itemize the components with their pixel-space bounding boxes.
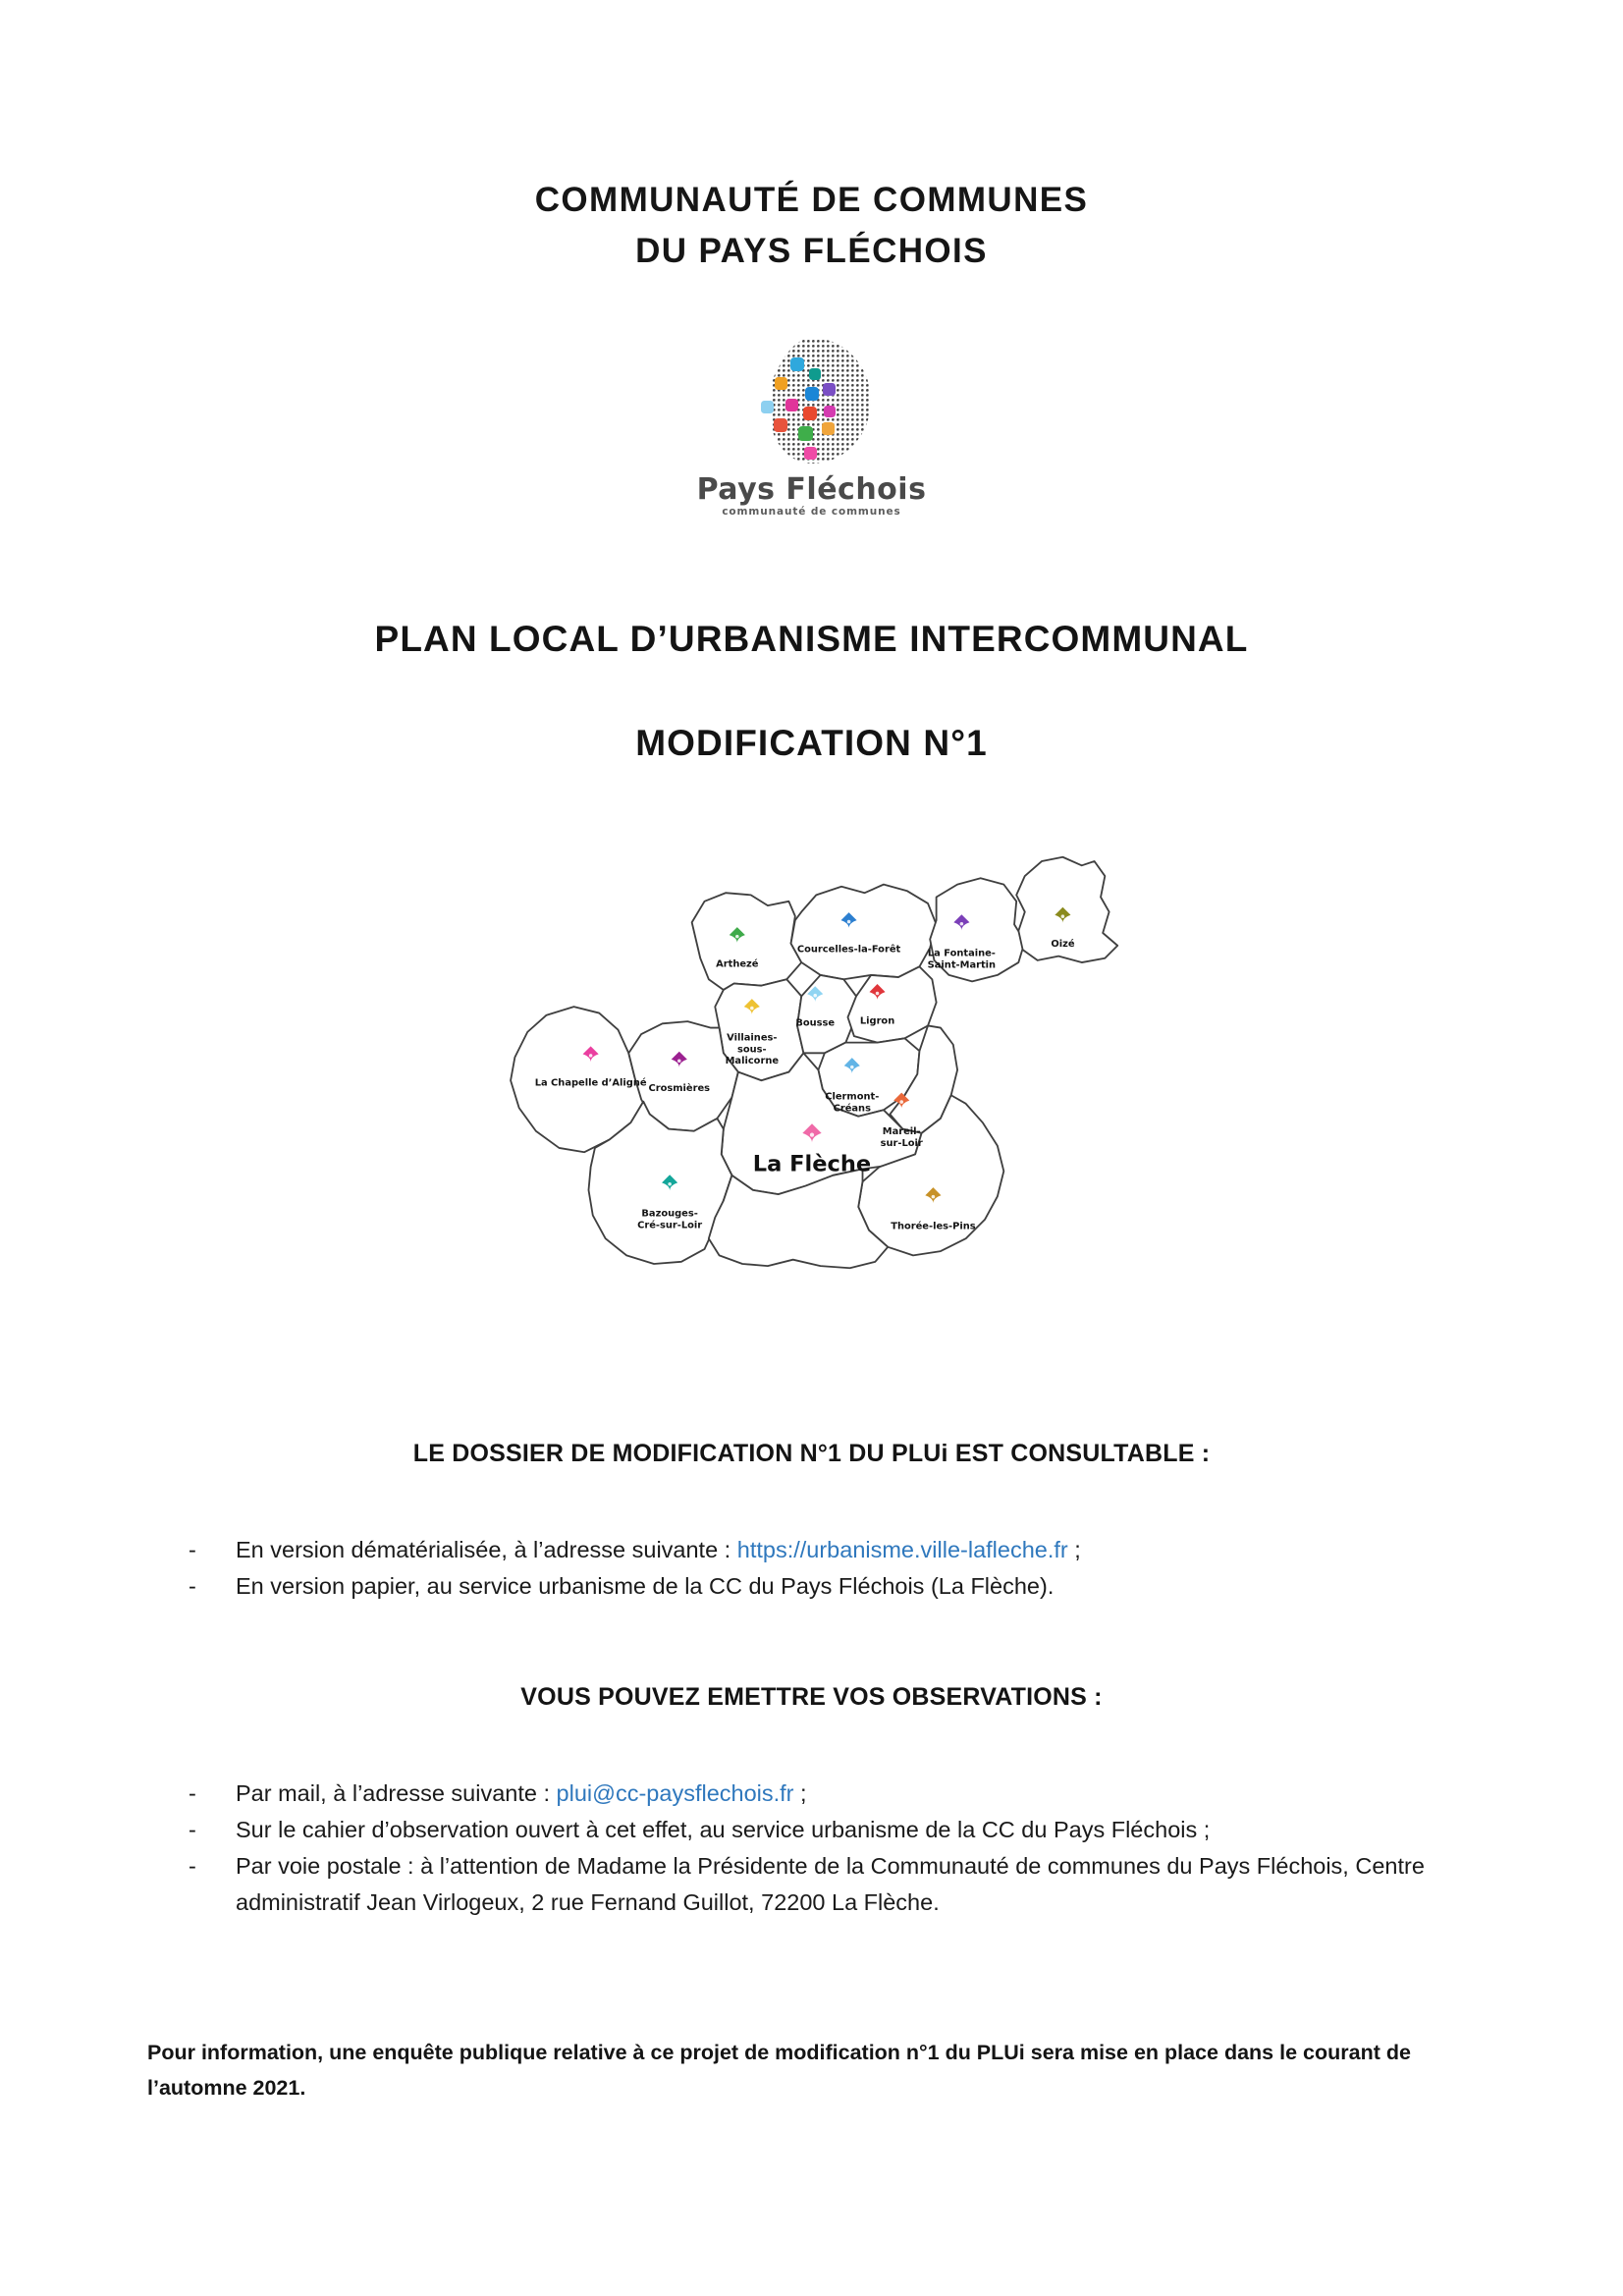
commune-label: La Flèche (752, 1151, 871, 1177)
commune-label: Bousse (794, 1017, 835, 1029)
heading-observations: VOUS POUVEZ EMETTRE VOS OBSERVATIONS : (520, 1683, 1103, 1711)
heading-consultable: LE DOSSIER DE MODIFICATION N°1 DU PLUi EST CONSULTABLE : (412, 1440, 1211, 1467)
commune-label: Thorée-les-Pins (890, 1221, 976, 1232)
commune-label: Oizé (1050, 938, 1075, 950)
list-bullet-dash: - (189, 1853, 196, 1879)
list-bullet-dash: - (189, 1780, 196, 1806)
commune-label: Courcelles-la-Forêt (796, 944, 900, 956)
document-header (0, 175, 1623, 277)
commune-label: Arthezé (715, 958, 758, 970)
list-item-text-after: ; (793, 1780, 807, 1806)
list-item-text (236, 1532, 1465, 1568)
list-item-text (236, 1848, 1465, 1921)
hyperlink[interactable]: https://urbanisme.ville-lafleche.fr (736, 1537, 1068, 1562)
pays-flechois-logo (0, 334, 1623, 518)
commune-label: Mareil-sur-Loir (880, 1125, 923, 1149)
list-bullet-dash: - (189, 1537, 196, 1562)
list-item-text (236, 1568, 1465, 1605)
list-item (189, 1848, 1465, 1921)
communes-map (0, 847, 1623, 1279)
list-item-text-before: Sur le cahier d’observation ouvert à cet effet, au service urbanisme de la CC du Pays Fléchois ; (236, 1817, 1211, 1842)
list-bullet-dash: - (189, 1573, 196, 1599)
logo-wordmark (696, 472, 927, 518)
header-line-2: DU PAYS FLÉCHOIS (635, 232, 988, 270)
list-item-text-before: Par mail, à l’adresse suivante : (236, 1780, 557, 1806)
list-item-text-before: Par voie postale : à l’attention de Madame la Présidente de la Communauté de communes du Pays Fléchois, Centre administratif Jean Virlogeux, 2 rue Fernand Guillot, 72200 La Flèche. (236, 1853, 1425, 1915)
list-item (189, 1568, 1465, 1605)
commune-label: Crosmières (648, 1082, 710, 1094)
commune-label: Bazouges-Cré-sur-Loir (636, 1208, 702, 1231)
hyperlink[interactable]: plui@cc-paysflechois.fr (556, 1780, 794, 1806)
commune-label: Villaines-sous-Malicorne (725, 1032, 779, 1067)
header-line-1: COMMUNAUTÉ DE COMMUNES (534, 181, 1089, 219)
list-item-text-after: ; (1067, 1537, 1081, 1562)
observations-list (189, 1776, 1465, 1921)
footer-note: Pour information, une enquête publique relative à ce projet de modification n°1 du PLUi sera mise en place dans le courant de l’automne 2021. (147, 2041, 1411, 2100)
list-item-text (236, 1776, 1465, 1812)
commune-label: La Chapelle d’Aligné (534, 1077, 647, 1089)
list-item (189, 1776, 1465, 1812)
commune-label: Clermont-Créans (824, 1091, 879, 1115)
list-item-text (236, 1812, 1465, 1848)
commune-label: La Fontaine-Saint-Martin (927, 948, 996, 971)
list-bullet-dash: - (189, 1817, 196, 1842)
logo-wordmark-tagline: communauté de communes (722, 506, 901, 518)
list-item-text-before: En version dématérialisée, à l’adresse suivante : (236, 1537, 737, 1562)
list-item-text-before: En version papier, au service urbanisme de la CC du Pays Fléchois (La Flèche). (236, 1573, 1055, 1599)
logo-sphere-icon (747, 334, 877, 467)
list-item (189, 1532, 1465, 1568)
page-subtitle: MODIFICATION N°1 (635, 723, 988, 763)
commune-label: Ligron (859, 1015, 894, 1027)
map-outlines (511, 857, 1117, 1269)
list-item (189, 1812, 1465, 1848)
page-title: PLAN LOCAL D’URBANISME INTERCOMMUNAL (374, 619, 1249, 659)
consultable-list (189, 1532, 1465, 1605)
logo-wordmark-main: Pays Fléchois (696, 472, 927, 507)
